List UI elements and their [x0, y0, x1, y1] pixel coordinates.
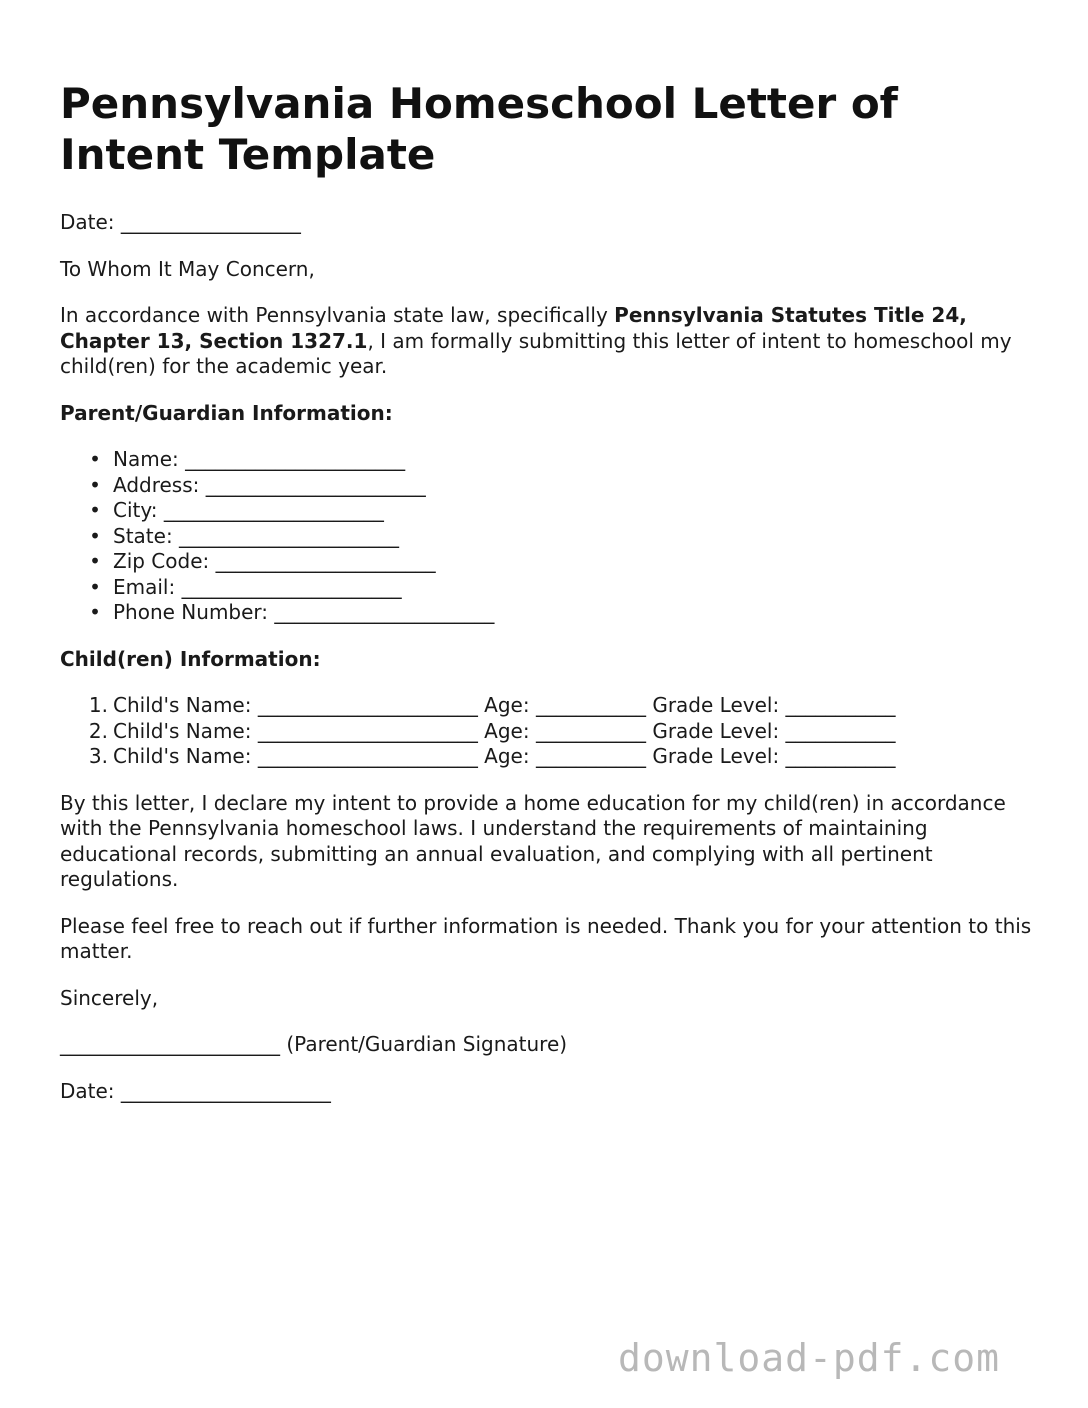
- list-item: [60, 744, 1035, 770]
- watermark: download-pdf.com: [618, 1336, 1001, 1380]
- list-item: [60, 719, 1035, 745]
- date-field-bottom: Date: _____________________: [60, 1078, 331, 1103]
- statute-reference: Pennsylvania Statutes Title 24, Chapter 13, Section 1327.1: [60, 303, 967, 353]
- list-item: [60, 524, 1035, 550]
- parent-section-heading: Parent/Guardian Information:: [60, 400, 393, 425]
- field-email: Email: ______________________: [113, 574, 402, 599]
- children-section-heading: Child(ren) Information:: [60, 646, 321, 671]
- bullet-icon: •: [89, 600, 101, 624]
- field-zip-code: Zip Code: ______________________: [113, 549, 436, 573]
- list-item: [60, 473, 1035, 499]
- field-state: State: ______________________: [113, 523, 400, 548]
- list-item: [60, 498, 1035, 524]
- intro-paragraph: [60, 303, 1035, 380]
- declaration-paragraph: By this letter, I declare my intent to provide a home education for my child(ren) in accordance with the Pennsylvania homeschool laws. I understand the requirements of maintaining educational records, submitting an annual evaluation, and complying with all pertinent regulations.: [60, 790, 1006, 891]
- field-phone-number: Phone Number: ______________________: [113, 600, 495, 624]
- sign-off: Sincerely,: [60, 985, 159, 1010]
- list-number: 2.: [88, 718, 108, 743]
- date-field-top: Date: __________________: [60, 210, 301, 234]
- list-item: [60, 600, 1035, 626]
- closing-note: Please feel free to reach out if further information is needed. Thank you for your attention to this matter.: [60, 913, 1032, 963]
- greeting: To Whom It May Concern,: [60, 256, 315, 281]
- list-item: [60, 693, 1035, 719]
- list-item: [60, 549, 1035, 575]
- list-item: [60, 447, 1035, 473]
- list-number: 3.: [88, 744, 108, 768]
- child-row-text: Child's Name: ______________________ Age: ___________ Grade Level: ___________: [113, 718, 896, 743]
- parent-field-list: [60, 447, 1035, 626]
- letter-document: [60, 78, 1035, 1104]
- bullet-icon: •: [89, 574, 101, 599]
- bullet-icon: •: [89, 472, 101, 497]
- bullet-icon: •: [89, 447, 101, 471]
- child-row-text: Child's Name: ______________________ Age: ___________ Grade Level: ___________: [113, 744, 896, 768]
- intro-after: , I am formally submitting this letter of intent to homeschool my child(ren) for the academic year.: [60, 328, 1012, 378]
- list-item: [60, 575, 1035, 601]
- intro-before: In accordance with Pennsylvania state law, specifically: [60, 303, 615, 327]
- bullet-icon: •: [89, 498, 101, 522]
- children-list: [60, 693, 1035, 770]
- list-number: 1.: [88, 693, 108, 717]
- signature-line: ______________________ (Parent/Guardian Signature): [60, 1032, 568, 1056]
- bullet-icon: •: [89, 549, 101, 573]
- bullet-icon: •: [89, 523, 101, 548]
- child-row-text: Child's Name: ______________________ Age: ___________ Grade Level: ___________: [113, 693, 896, 717]
- field-address: Address: ______________________: [113, 472, 426, 497]
- field-name: Name: ______________________: [113, 447, 406, 471]
- page-title: Pennsylvania Homeschool Letter of Intent Template: [60, 79, 898, 179]
- field-city: City: ______________________: [113, 498, 384, 522]
